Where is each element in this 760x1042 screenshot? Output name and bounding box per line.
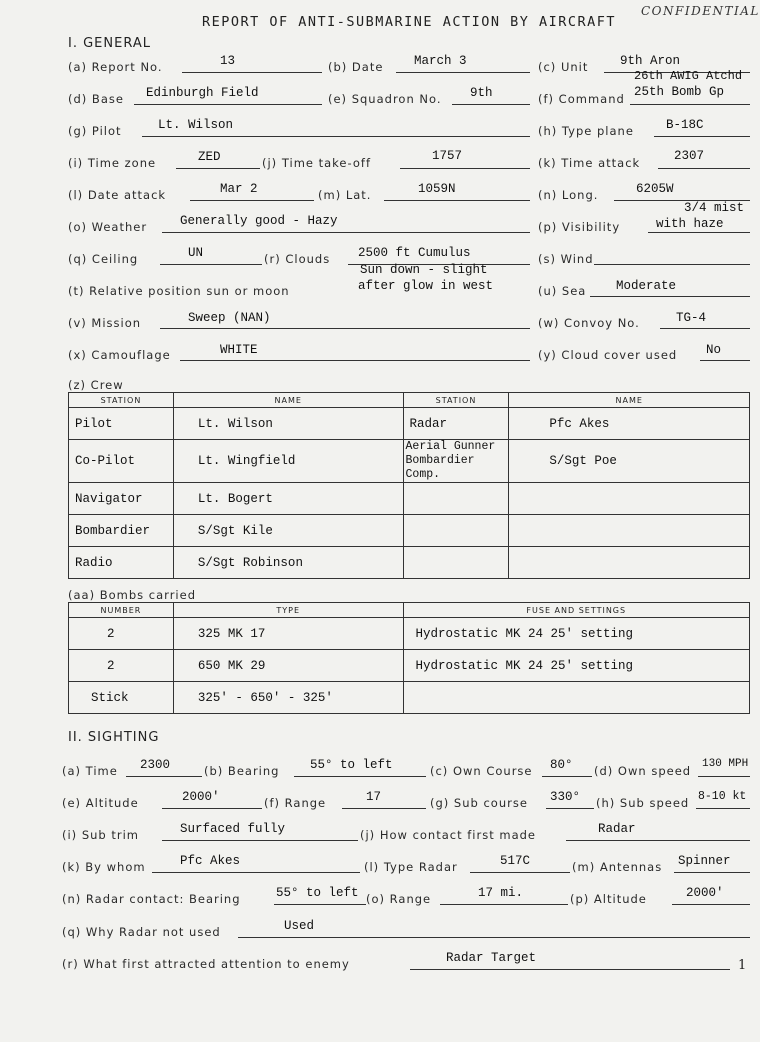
table-row (69, 682, 750, 714)
date-label: (b) Date (328, 60, 384, 74)
bearing-line (294, 776, 426, 777)
own-speed-line (698, 776, 750, 777)
mission-line (160, 328, 530, 329)
visibility-value: 3/4 mist (684, 201, 745, 215)
crew-station-2: Aerial Gunner Bombardier Comp. (403, 440, 509, 483)
table-row (69, 408, 750, 440)
crew-header-name-2: NAME (509, 393, 750, 408)
date-attack-line (190, 200, 314, 201)
radar-bearing-value: 55° to left (276, 886, 359, 900)
time-takeoff-label: (j) Time take-off (262, 156, 371, 170)
report-no-label: (a) Report No. (68, 60, 163, 74)
bomb-number: Stick (69, 682, 174, 714)
crew-name-2 (509, 483, 750, 515)
radar-not-used-line (238, 937, 750, 938)
radar-bearing-line (274, 904, 366, 905)
base-label: (d) Base (68, 92, 124, 106)
crew-name: Lt. Wilson (173, 408, 403, 440)
sun-moon-value: Sun down - slight (360, 263, 488, 277)
range-label: (f) Range (264, 796, 327, 810)
pilot-value: Lt. Wilson (158, 118, 234, 132)
sub-speed-line (696, 808, 750, 809)
sun-moon-value-2: after glow in west (358, 279, 494, 293)
visibility-line (648, 232, 750, 233)
contact-label: (j) How contact first made (360, 828, 537, 842)
sub-trim-value: Surfaced fully (180, 822, 286, 836)
unit-value: 9th Aron (620, 54, 681, 68)
long-label: (n) Long. (538, 188, 599, 202)
sea-line (590, 296, 750, 297)
radar-range-line (440, 904, 568, 905)
cloud-cover-value: No (706, 343, 722, 357)
bombs-header-number: NUMBER (69, 603, 174, 618)
pilot-label: (g) Pilot (68, 124, 122, 138)
first-attracted-value: Radar Target (446, 951, 537, 965)
mission-label: (v) Mission (68, 316, 142, 330)
unit-label: (c) Unit (538, 60, 589, 74)
command-value: 25th Bomb Gp (634, 85, 725, 99)
first-attracted-line (410, 969, 730, 970)
radar-bearing-label: (n) Radar contact: Bearing (62, 892, 241, 906)
command-label: (f) Command (538, 92, 625, 106)
date-attack-value: Mar 2 (220, 182, 258, 196)
time-zone-line (176, 168, 260, 169)
table-row (69, 650, 750, 682)
radar-altitude-value: 2000' (686, 886, 724, 900)
section-sighting-heading: II. SIGHTING (68, 730, 160, 745)
weather-line (162, 232, 530, 233)
altitude-line (162, 808, 262, 809)
time-attack-line (658, 168, 750, 169)
convoy-value: TG-4 (676, 311, 707, 325)
type-radar-value: 517C (500, 854, 531, 868)
by-whom-value: Pfc Akes (180, 854, 241, 868)
crew-header-name: NAME (173, 393, 403, 408)
sub-trim-label: (i) Sub trim (62, 828, 140, 842)
own-speed-label: (d) Own speed (594, 764, 692, 778)
type-plane-label: (h) Type plane (538, 124, 634, 138)
sub-speed-value: 8-10 kt (698, 790, 747, 803)
convoy-label: (w) Convoy No. (538, 316, 640, 330)
lat-value: 1059N (418, 182, 456, 196)
sub-trim-line (162, 840, 358, 841)
table-row (69, 483, 750, 515)
contact-value: Radar (598, 822, 636, 836)
pilot-line (142, 136, 530, 137)
bombs-header-type: TYPE (173, 603, 403, 618)
radar-range-value: 17 mi. (478, 886, 524, 900)
radar-not-used-label: (q) Why Radar not used (62, 925, 221, 939)
table-row (69, 547, 750, 579)
type-radar-line (470, 872, 570, 873)
camouflage-label: (x) Camouflage (68, 348, 171, 362)
crew-name-2 (509, 547, 750, 579)
type-plane-value: B-18C (666, 118, 704, 132)
crew-header-station: STATION (69, 393, 174, 408)
date-line (396, 72, 530, 73)
time-label: (a) Time (62, 764, 118, 778)
bomb-type: 650 MK 29 (173, 650, 403, 682)
cloud-cover-label: (y) Cloud cover used (538, 348, 678, 362)
time-attack-label: (k) Time attack (538, 156, 641, 170)
weather-label: (o) Weather (68, 220, 148, 234)
time-zone-value: ZED (198, 150, 221, 164)
wind-label: (s) Wind (538, 252, 594, 266)
crew-station-2 (403, 483, 509, 515)
type-radar-label: (l) Type Radar (364, 860, 458, 874)
crew-name-2: Pfc Akes (509, 408, 750, 440)
lat-line (384, 200, 530, 201)
bomb-fuse (403, 682, 749, 714)
crew-name-2 (509, 515, 750, 547)
crew-name-2: S/Sgt Poe (509, 440, 750, 483)
report-title: REPORT OF ANTI-SUBMARINE ACTION BY AIRCRAFT (202, 14, 616, 30)
clouds-label: (r) Clouds (264, 252, 331, 266)
bombs-header-fuse: FUSE AND SETTINGS (403, 603, 749, 618)
radar-not-used-value: Used (284, 919, 315, 933)
sub-speed-label: (h) Sub speed (596, 796, 690, 810)
date-value: March 3 (414, 54, 467, 68)
antennas-label: (m) Antennas (572, 860, 663, 874)
bearing-label: (b) Bearing (204, 764, 280, 778)
type-plane-line (654, 136, 750, 137)
wind-line (594, 264, 750, 265)
bomb-type: 325' - 650' - 325' (173, 682, 403, 714)
crew-table (68, 392, 750, 579)
crew-station-2 (403, 547, 509, 579)
bearing-value: 55° to left (310, 758, 393, 772)
time-attack-value: 2307 (674, 149, 705, 163)
visibility-value-2: with haze (656, 217, 724, 231)
crew-station: Radio (69, 547, 174, 579)
date-attack-label: (l) Date attack (68, 188, 167, 202)
table-row (69, 440, 750, 483)
squadron-label: (e) Squadron No. (328, 92, 442, 106)
contact-line (566, 840, 750, 841)
ceiling-value: UN (188, 246, 204, 260)
bomb-number: 2 (69, 650, 174, 682)
by-whom-label: (k) By whom (62, 860, 146, 874)
bombs-label: (aa) Bombs carried (68, 588, 196, 602)
report-no-line (182, 72, 322, 73)
camouflage-line (180, 360, 530, 361)
first-attracted-label: (r) What first attracted attention to enemy (62, 957, 350, 971)
table-row (69, 618, 750, 650)
time-line (126, 776, 202, 777)
convoy-line (660, 328, 750, 329)
unit-value-2: 26th AWIG Atchd (634, 69, 743, 83)
crew-station: Navigator (69, 483, 174, 515)
range-value: 17 (366, 790, 382, 804)
antennas-value: Spinner (678, 854, 731, 868)
ceiling-label: (q) Ceiling (68, 252, 139, 266)
radar-altitude-label: (p) Altitude (570, 892, 647, 906)
command-line (630, 104, 750, 105)
sub-course-label: (g) Sub course (430, 796, 528, 810)
bomb-fuse: Hydrostatic MK 24 25' setting (403, 650, 749, 682)
section-general-heading: I. GENERAL (68, 36, 151, 51)
range-line (342, 808, 426, 809)
clouds-value: 2500 ft Cumulus (358, 246, 471, 260)
radar-altitude-line (672, 904, 750, 905)
time-takeoff-value: 1757 (432, 149, 463, 163)
altitude-label: (e) Altitude (62, 796, 139, 810)
radar-range-label: (o) Range (366, 892, 432, 906)
crew-header-station-2: STATION (403, 393, 509, 408)
crew-station-2 (403, 515, 509, 547)
ceiling-line (160, 264, 262, 265)
crew-station: Bombardier (69, 515, 174, 547)
altitude-value: 2000' (182, 790, 220, 804)
crew-name: S/Sgt Kile (173, 515, 403, 547)
crew-station: Co-Pilot (69, 440, 174, 483)
sub-course-value: 330° (550, 790, 581, 804)
crew-name: S/Sgt Robinson (173, 547, 403, 579)
time-zone-label: (i) Time zone (68, 156, 157, 170)
report-no-value: 13 (220, 54, 236, 68)
lat-label: (m) Lat. (318, 188, 372, 202)
classification-stamp: CONFIDENTIAL (641, 4, 760, 18)
crew-name: Lt. Bogert (173, 483, 403, 515)
by-whom-line (152, 872, 360, 873)
own-speed-value: 130 MPH (702, 758, 749, 770)
page-number: 1 (738, 958, 747, 973)
mission-value: Sweep (NAN) (188, 311, 271, 325)
own-course-label: (c) Own Course (430, 764, 533, 778)
sun-moon-label: (t) Relative position sun or moon (68, 284, 290, 298)
crew-header-row (69, 393, 750, 408)
bombs-table (68, 602, 750, 714)
sea-label: (u) Sea (538, 284, 587, 298)
antennas-line (674, 872, 750, 873)
bomb-number: 2 (69, 618, 174, 650)
squadron-value: 9th (470, 86, 493, 100)
crew-label: (z) Crew (68, 378, 124, 392)
sub-course-line (546, 808, 594, 809)
bomb-fuse: Hydrostatic MK 24 25' setting (403, 618, 749, 650)
bombs-header-row (69, 603, 750, 618)
time-value: 2300 (140, 758, 171, 772)
base-line (134, 104, 322, 105)
cloud-cover-line (700, 360, 750, 361)
crew-station: Pilot (69, 408, 174, 440)
visibility-label: (p) Visibility (538, 220, 621, 234)
sea-value: Moderate (616, 279, 677, 293)
squadron-line (452, 104, 530, 105)
base-value: Edinburgh Field (146, 86, 259, 100)
own-course-line (542, 776, 592, 777)
own-course-value: 80° (550, 758, 573, 772)
crew-station-2: Radar (403, 408, 509, 440)
time-takeoff-line (400, 168, 530, 169)
weather-value: Generally good - Hazy (180, 214, 338, 228)
long-value: 6205W (636, 182, 674, 196)
crew-name: Lt. Wingfield (173, 440, 403, 483)
camouflage-value: WHITE (220, 343, 258, 357)
table-row (69, 515, 750, 547)
bomb-type: 325 MK 17 (173, 618, 403, 650)
